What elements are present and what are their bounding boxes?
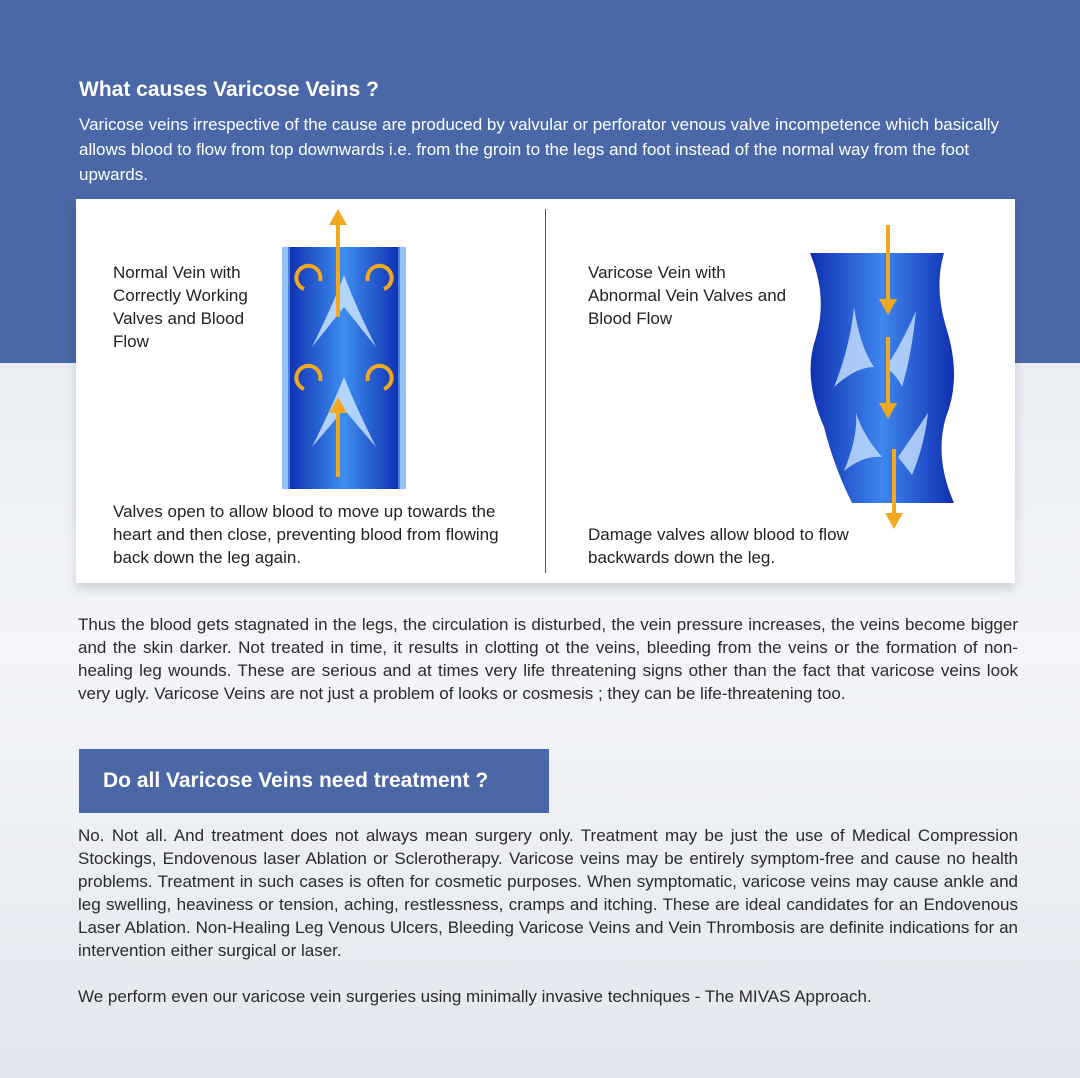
treatment-paragraph: No. Not all. And treatment does not always mean surgery only. Treatment may be just the use of Medical Compression Stockings, Endovenous laser Ablation or Sclerotherapy. Varicose veins may be entirely symptom-free and cause no health problems. Treatment in such cases is often for cosmetic purposes. When symptomatic, varicose veins may cause ankle and leg swelling, heaviness or tension, aching, restlessness, cramps and itching. These are ideal candidates for an Endovenous Laser Ablation. Non-Healing Leg Venous Ulcers, Bleeding Varicose Veins and Vein Thrombosis are definite indications for an intervention either surgical or laser. (78, 826, 1018, 960)
treatment-heading: Do all Varicose Veins need treatment ? (103, 769, 489, 792)
intro-paragraph: Varicose veins irrespective of the cause are produced by valvular or perforator venous valve incompetence which basically allows blood to flow from top downwards i.e. from the groin to the legs and foot instead of the normal way from the foot upwards. (79, 115, 1000, 184)
figure-divider (545, 209, 546, 573)
vein-comparison-figure (76, 199, 1015, 583)
closing-statement: We perform even our varicose vein surgeries using minimally invasive techniques - The MIVAS Approach. (78, 987, 872, 1006)
normal-vein-description: Valves open to allow blood to move up towards the heart and then close, preventing blood from flowing back down the leg again. (113, 502, 499, 567)
normal-vein-caption: Normal Vein with Correctly Working Valves and Blood Flow (113, 263, 248, 351)
varicose-vein-illustration (794, 217, 964, 535)
consequences-paragraph: Thus the blood gets stagnated in the legs, the circulation is disturbed, the vein pressure increases, the veins become bigger and the skin darker. Not treated in time, it results in clotting ot the veins, bleeding from the veins or the formation of non-healing leg wounds. These are serious and at times very life threatening signs other than the fact that varicose veins look very ugly. Varicose Veins are not just a problem of looks or cosmesis ; they can be life-threatening too. (78, 615, 1018, 703)
varicose-vein-body (810, 253, 954, 503)
varicose-vein-caption: Varicose Vein with Abnormal Vein Valves and Blood Flow (588, 263, 787, 328)
treatment-heading-box (79, 749, 549, 813)
normal-vein-illustration (282, 207, 412, 497)
varicose-vein-description: Damage valves allow blood to flow backwards down the leg. (588, 525, 849, 567)
page-title: What causes Varicose Veins ? (79, 78, 379, 101)
